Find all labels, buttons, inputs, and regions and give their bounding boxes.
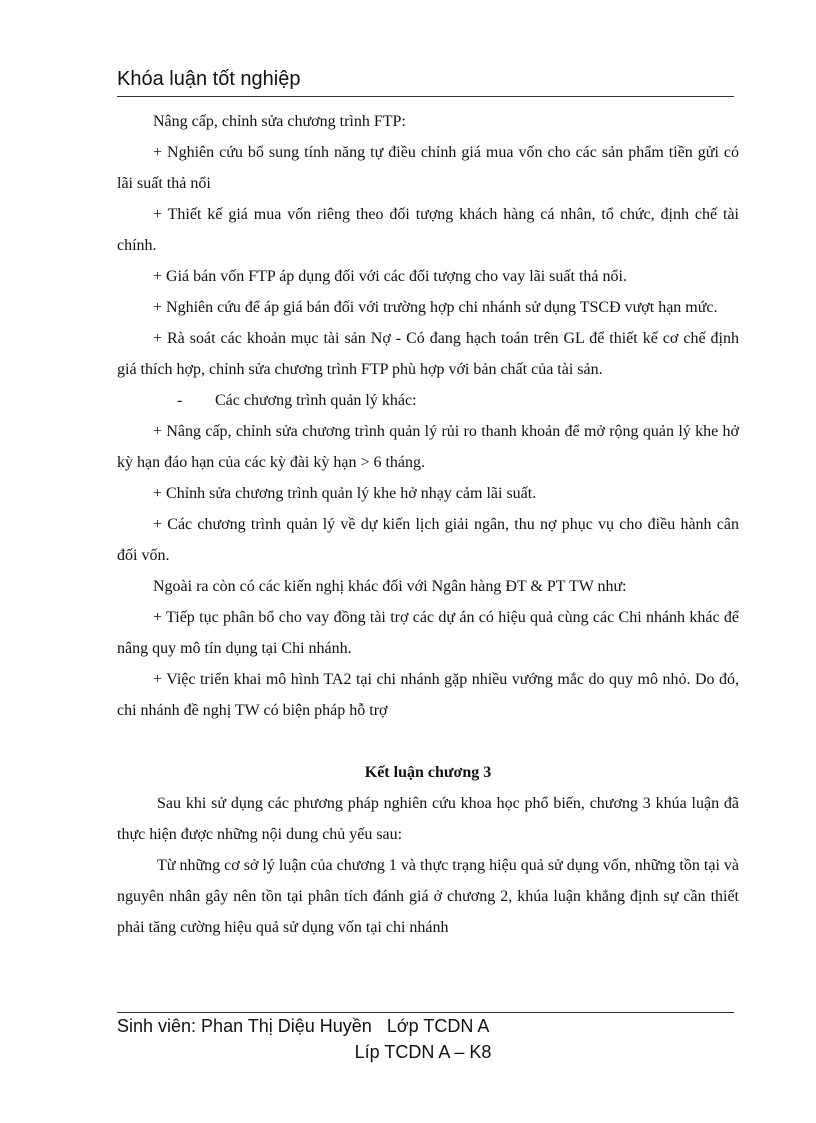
section-heading: Kết luận chương 3 <box>364 764 492 781</box>
paragraph-recommendation-1: + Tiếp tục phân bổ cho vay đồng tài trợ các dự án có hiệu quả cùng các Chi nhánh khác để nâng quy mô tín dụng tại Chi nhánh. <box>117 609 739 657</box>
paragraph-recommendation-2: + Việc triển khai mô hình TA2 tại chi nhánh gặp nhiều vướng mắc do quy mô nhỏ. Do đó, chi nhánh đề nghị TW có biện pháp hỗ trợ <box>117 671 739 719</box>
paragraph-ftp-item-5: + Rà soát các khoản mục tài sản Nợ - Có đang hạch toán trên GL để thiết kế cơ chế định giá thích hợp, chỉnh sửa chương trình FTP phù hợp với bản chất của tài sản. <box>117 330 739 378</box>
footer-student-line: Sinh viên: Phan Thị Diệu Huyền Lớp TCDN A <box>117 1016 490 1036</box>
paragraph-recommendations-intro: Ngoài ra còn có các kiến nghị khác đối với Ngân hàng ĐT & PT TW như: <box>153 578 627 595</box>
paragraph-conclusion-2: Từ những cơ sở lý luận của chương 1 và thực trạng hiệu quả sử dụng vốn, những tồn tại và nguyên nhân gây nên tồn tại phân tích đánh giá ở chương 2, khúa luận khẳng định sự cần thiết phải tăng cường hiệu quả sử dụng vốn tại chi nhánh <box>117 857 739 936</box>
paragraph-ftp-item-1: + Nghiên cứu bổ sung tính năng tự điều chỉnh giá mua vốn cho các sản phẩm tiền gửi có lãi suất thả nổi <box>117 144 739 192</box>
paragraph-ftp-intro: Nâng cấp, chỉnh sửa chương trình FTP: <box>153 113 406 130</box>
paragraph-ftp-item-4: + Nghiên cứu để áp giá bán đối với trường hợp chi nhánh sử dụng TSCĐ vượt hạn mức. <box>153 299 718 316</box>
footer-divider <box>117 1012 734 1013</box>
section-spacer <box>117 726 739 757</box>
footer-class-line: Líp TCDN A – K8 <box>354 1042 492 1062</box>
paragraph-other-item-2: + Chỉnh sửa chương trình quản lý khe hở nhạy cảm lãi suất. <box>153 485 537 502</box>
page-header-title: Khóa luận tốt nghiệp <box>117 68 301 90</box>
paragraph-other-item-1: + Nâng cấp, chỉnh sửa chương trình quản lý rủi ro thanh khoản để mở rộng quản lý khe hở kỳ hạn đáo hạn của các kỳ đài kỳ hạn > 6 tháng. <box>117 423 739 471</box>
paragraph-ftp-item-2: + Thiết kế giá mua vốn riêng theo đối tượng khách hàng cá nhân, tổ chức, định chế tài chính. <box>117 206 739 254</box>
paragraph-other-item-3: + Các chương trình quản lý về dự kiến lịch giải ngân, thu nợ phục vụ cho điều hành cân đối vốn. <box>117 516 739 564</box>
bullet-other-programs <box>117 385 739 416</box>
paragraph-ftp-item-3: + Giá bán vốn FTP áp dụng đối với các đối tượng cho vay lãi suất thả nổi. <box>153 268 627 285</box>
bullet-dash: - <box>177 392 183 409</box>
page-body <box>117 106 739 943</box>
paragraph-conclusion-1: Sau khi sử dụng các phương pháp nghiên cứu khoa học phổ biến, chương 3 khúa luận đã thực hiện được những nội dung chủ yếu sau: <box>117 795 739 843</box>
bullet-label: Các chương trình quản lý khác: <box>215 392 417 409</box>
header-divider <box>117 96 734 97</box>
